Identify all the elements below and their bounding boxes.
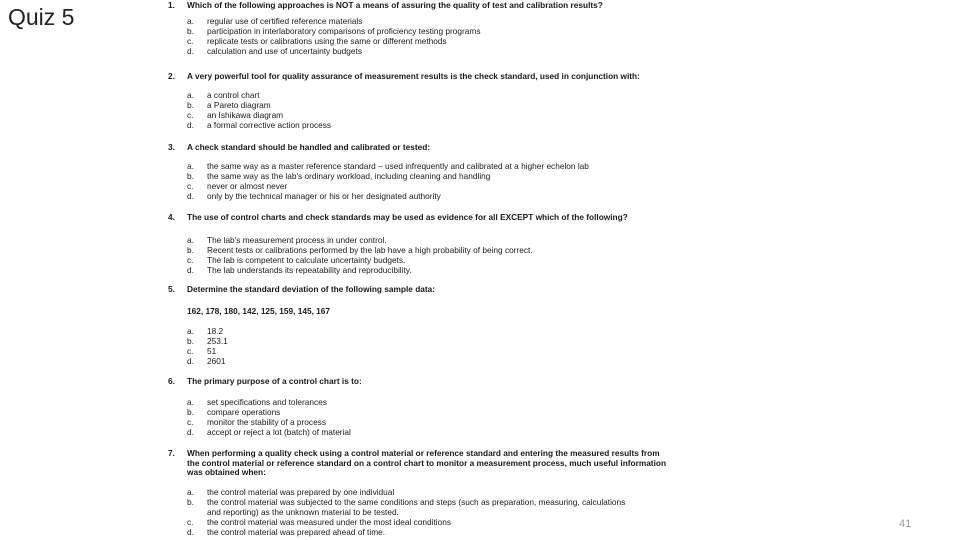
- option-text: The lab's measurement process in under control.: [207, 234, 387, 245]
- option-text: Recent tests or calibrations performed by the lab have a high probability of being correct.: [207, 244, 533, 255]
- option-letter: a.: [187, 160, 194, 171]
- question-number: 4.: [168, 212, 175, 222]
- option-letter: b.: [187, 406, 194, 417]
- option-letter: a.: [187, 15, 194, 26]
- option-text: 253.1: [207, 335, 228, 346]
- option-text: monitor the stability of a process: [207, 416, 326, 427]
- option-letter: d.: [187, 120, 194, 131]
- option-letter: b.: [187, 25, 194, 36]
- option-text: the control material was prepared by one individual: [207, 486, 395, 497]
- option-text: a Pareto diagram: [207, 99, 271, 110]
- option-a: [187, 161, 768, 171]
- question-4: [168, 213, 768, 275]
- option-letter: d.: [187, 191, 194, 202]
- option-b: [187, 100, 768, 110]
- option-letter: c.: [187, 109, 194, 120]
- option-b: [187, 336, 768, 346]
- option-text: compare operations: [207, 406, 281, 417]
- option-letter: b.: [187, 170, 194, 181]
- option-letter: a.: [187, 325, 194, 336]
- option-text: The lab is competent to calculate uncertainty budgets.: [207, 254, 406, 265]
- option-letter: a.: [187, 234, 194, 245]
- option-text: 51: [207, 345, 217, 356]
- option-text: 2601: [207, 356, 226, 367]
- question-3: [168, 143, 768, 201]
- option-a: [187, 235, 768, 245]
- option-c: [187, 255, 768, 265]
- option-letter: c.: [187, 254, 194, 265]
- slide-title: Quiz 5: [8, 4, 75, 30]
- option-d: [187, 46, 768, 56]
- question-text: The use of control charts and check standards may be used as evidence for all EXCEPT which of the following?: [187, 212, 628, 222]
- option-letter: c.: [187, 35, 194, 46]
- option-c: [187, 346, 768, 356]
- question-text: Determine the standard deviation of the following sample data:: [187, 284, 436, 294]
- question-5: [168, 285, 768, 366]
- page-number: 41: [899, 518, 912, 530]
- option-c: [187, 517, 768, 527]
- option-d: [187, 527, 768, 537]
- option-text: 18.2: [207, 325, 224, 336]
- option-letter: c.: [187, 517, 194, 528]
- option-letter: a.: [187, 89, 194, 100]
- option-c: [187, 181, 768, 191]
- option-letter: d.: [187, 265, 194, 276]
- option-letter: c.: [187, 345, 194, 356]
- question-text: A check standard should be handled and calibrated or tested:: [187, 142, 431, 152]
- question-text: The primary purpose of a control chart is to:: [187, 376, 362, 386]
- option-b: [187, 26, 768, 36]
- option-d: [187, 427, 768, 437]
- option-text: only by the technical manager or his or her designated authority: [207, 191, 441, 202]
- option-letter: d.: [187, 46, 194, 57]
- option-letter: d.: [187, 427, 194, 438]
- option-b: [187, 171, 768, 181]
- option-text: set specifications and tolerances: [207, 396, 327, 407]
- option-a: [187, 90, 768, 100]
- option-text: the control material was prepared ahead of time.: [207, 527, 386, 538]
- question-text: A very powerful tool for quality assurance of measurement results is the check standard, used in conjunction with:: [187, 71, 640, 81]
- option-letter: a.: [187, 396, 194, 407]
- option-c: [187, 110, 768, 120]
- option-text: a control chart: [207, 89, 260, 100]
- option-text: regular use of certified reference materials: [207, 15, 363, 26]
- option-text: replicate tests or calibrations using the same or different methods: [207, 35, 447, 46]
- question-number: 6.: [168, 376, 175, 386]
- option-b: [187, 245, 768, 255]
- question-6: [168, 377, 768, 437]
- option-d: [187, 265, 768, 275]
- option-letter: d.: [187, 527, 194, 538]
- option-letter: c.: [187, 180, 194, 191]
- question-text: Which of the following approaches is NOT a means of assuring the quality of test and calibration results?: [187, 0, 603, 10]
- option-a: [187, 16, 768, 26]
- option-text: accept or reject a lot (batch) of material: [207, 427, 351, 438]
- option-letter: c.: [187, 416, 194, 427]
- question-2: [168, 72, 768, 130]
- option-text: calculation and use of uncertainty budgets: [207, 46, 362, 57]
- question-text: When performing a quality check using a control material or reference standard and entering the measured results from the control material or reference standard on a control chart to monitor a measurement process, much useful information was obtained when:: [187, 448, 667, 477]
- option-a: [187, 326, 768, 336]
- question-7: [168, 449, 768, 538]
- question-number: 1.: [168, 0, 175, 10]
- question-number: 2.: [168, 71, 175, 81]
- option-d: [187, 191, 768, 201]
- option-letter: b.: [187, 496, 194, 507]
- option-text: participation in interlaboratory comparisons of proficiency testing programs: [207, 25, 481, 36]
- option-c: [187, 36, 768, 46]
- option-text: The lab understands its repeatability and reproducibility.: [207, 265, 412, 276]
- option-text: a formal corrective action process: [207, 120, 332, 131]
- option-c: [187, 417, 768, 427]
- question-1: [168, 1, 768, 56]
- option-text: never or almost never: [207, 180, 288, 191]
- option-d: [187, 120, 768, 130]
- option-text: an Ishikawa diagram: [207, 109, 284, 120]
- option-letter: d.: [187, 356, 194, 367]
- option-text: the control material was measured under the most ideal conditions: [207, 517, 451, 528]
- option-letter: b.: [187, 335, 194, 346]
- option-text: the control material was subjected to the same conditions and steps (such as preparation, measuring, calculations and reporting) as the unknown material to be tested.: [207, 496, 626, 517]
- option-letter: a.: [187, 486, 194, 497]
- question-number: 5.: [168, 284, 175, 294]
- option-d: [187, 356, 768, 366]
- option-b: [187, 497, 768, 517]
- option-text: the same way as the lab's ordinary workload, including cleaning and handling: [207, 170, 491, 181]
- option-a: [187, 397, 768, 407]
- option-a: [187, 487, 768, 497]
- question-number: 3.: [168, 142, 175, 152]
- question-number: 7.: [168, 448, 175, 458]
- option-letter: b.: [187, 244, 194, 255]
- option-b: [187, 407, 768, 417]
- sample-data: 162, 178, 180, 142, 125, 159, 145, 167: [187, 305, 331, 316]
- option-text: the same way as a master reference standard – used infrequently and calibrated at a higher echelon lab: [207, 160, 589, 171]
- option-letter: b.: [187, 99, 194, 110]
